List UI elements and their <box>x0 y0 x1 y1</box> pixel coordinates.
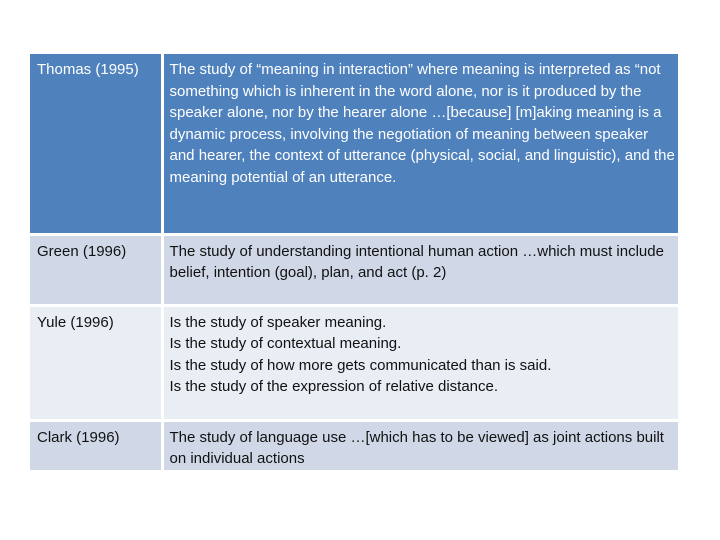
author-cell: Yule (1996) <box>30 305 162 420</box>
table-row <box>30 54 678 234</box>
definition-line: Is the study of the expression of relative distance. <box>169 378 499 396</box>
author-cell: Clark (1996) <box>30 420 162 471</box>
definition-line: Is the study of speaker meaning. <box>169 313 387 331</box>
definition-line: Is the study of how more gets communicated than is said. <box>169 356 552 374</box>
table-row <box>30 420 678 471</box>
definition-line: Is the study of contextual meaning. <box>169 335 402 353</box>
definition-cell <box>162 305 678 420</box>
definition-cell: The study of “meaning in interaction” where meaning is interpreted as “not something which is inherent in the word alone, nor is it produced by the speaker alone, nor by the hearer alone …[because] [m]aking meaning is a dynamic process, involving the negotiation of meaning between speaker and hearer, the context of utterance (physical, social, and linguistic), and the meaning potential of an utterance. <box>162 54 678 234</box>
author-cell: Thomas (1995) <box>30 54 162 234</box>
author-cell: Green (1996) <box>30 234 162 305</box>
definition-cell: The study of language use …[which has to be viewed] as joint actions built on individual actions <box>162 420 678 471</box>
table-row <box>30 305 678 420</box>
table-row <box>30 234 678 305</box>
pragmatics-definitions-table <box>30 54 678 473</box>
definition-cell: The study of understanding intentional human action …which must include belief, intention (goal), plan, and act (p. 2) <box>162 234 678 305</box>
